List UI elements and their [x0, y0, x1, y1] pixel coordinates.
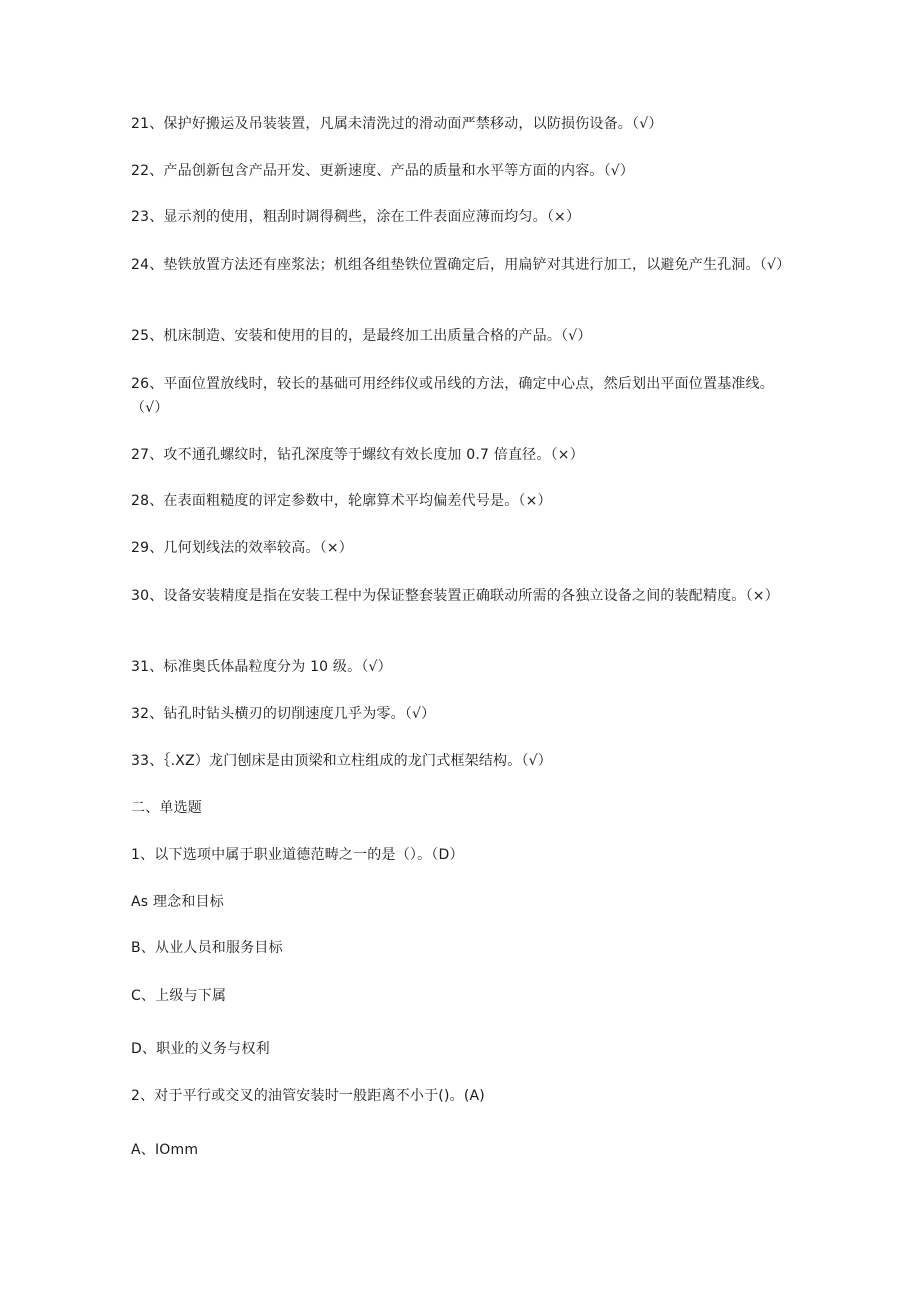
question-28: 28、在表面粗糙度的评定参数中，轮廓算术平均偏差代号是。（×）	[131, 493, 552, 509]
single-choice-question-2: 2、对于平行或交叉的油管安装时一般距离不小于()。(A)	[131, 1088, 485, 1104]
option-b: B、从业人员和服务目标	[131, 940, 283, 956]
question-27: 27、攻不通孔螺纹时，钻孔深度等于螺纹有效长度加 0.7 倍直径。（×）	[131, 447, 584, 463]
section-title-single-choice: 二、单选题	[131, 800, 202, 816]
question-29: 29、几何划线法的效率较高。（×）	[131, 540, 353, 556]
question-32: 32、钻孔时钻头横刃的切削速度几乎为零。（√）	[131, 706, 436, 722]
option-a-2: A、IOmm	[131, 1142, 199, 1158]
question-26: 26、平面位置放线时，较长的基础可用经纬仪或吊线的方法，确定中心点，然后划出平面位置基准线。（√）	[131, 376, 775, 416]
question-22: 22、产品创新包含产品开发、更新速度、产品的质量和水平等方面的内容。（√）	[131, 163, 635, 179]
option-c: C、上级与下属	[131, 988, 227, 1004]
question-24: 24、垫铁放置方法还有座浆法；机组各组垫铁位置确定后，用扁铲对其进行加工，以避免产生孔洞。（√）	[131, 257, 791, 273]
question-33: 33、｛.XZ）龙门刨床是由顶梁和立柱组成的龙门式框架结构。（√）	[131, 753, 552, 769]
option-a: As 理念和目标	[131, 894, 224, 910]
option-d: D、职业的义务与权利	[131, 1041, 270, 1057]
question-25: 25、机床制造、安装和使用的目的，是最终加工出质量合格的产品。（√）	[131, 328, 592, 344]
single-choice-question-1: 1、以下选项中属于职业道德范畴之一的是（）。（D）	[131, 847, 464, 863]
question-23: 23、显示剂的使用，粗刮时调得稠些，涂在工件表面应薄而均匀。（×）	[131, 209, 581, 225]
question-30: 30、设备安装精度是指在安装工程中为保证整套装置正确联动所需的各独立设备之间的装配精度。（×）	[131, 588, 779, 604]
question-21: 21、保护好搬运及吊装装置，凡属未清洗过的滑动面严禁移动，以防损伤设备。（√）	[131, 116, 663, 132]
question-31: 31、标准奥氏体晶粒度分为 10 级。（√）	[131, 659, 392, 675]
